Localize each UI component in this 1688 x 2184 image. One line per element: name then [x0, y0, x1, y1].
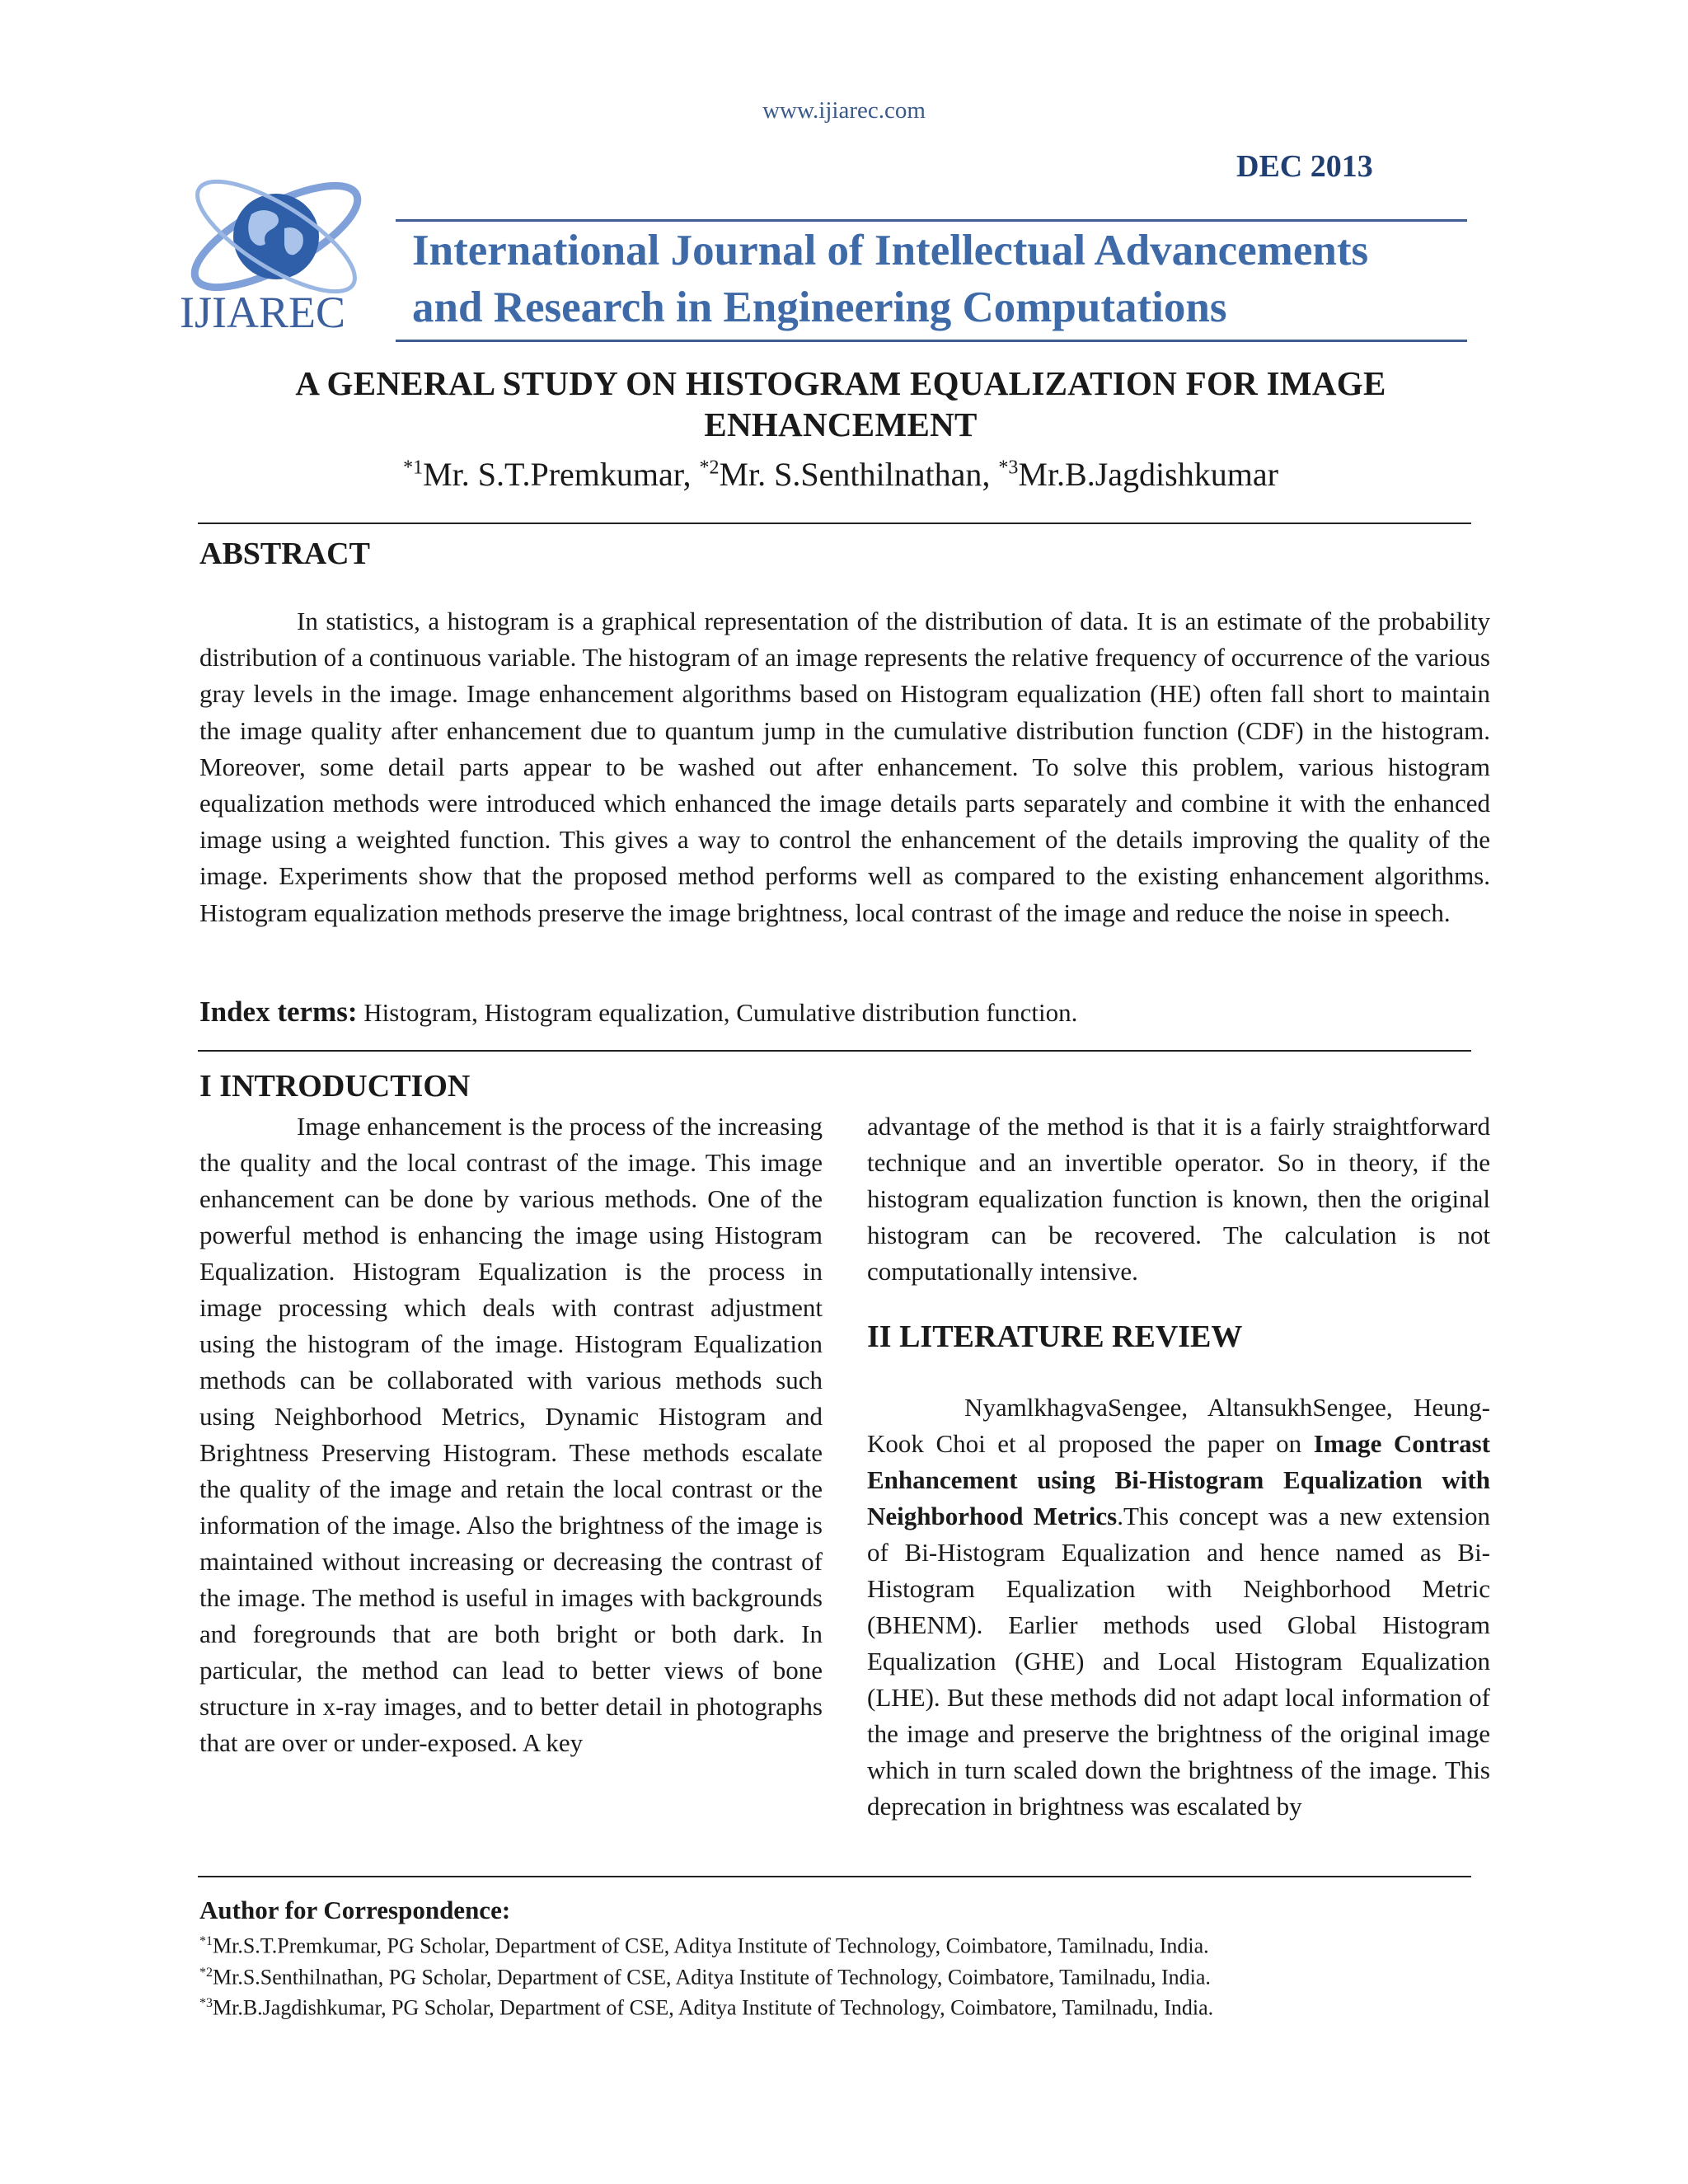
literature-review-intro: NyamlkhagvaSengee, AltansukhSengee, Heung-Kook Choi et al proposed the paper on: [867, 1393, 1490, 1458]
correspondence-entry: [199, 1929, 1485, 1960]
introduction-paragraph: Image enhancement is the process of the increasing the quality and the local contrast of the image. This image enhancement can be done by various methods. One of the powerful method is enhancing the image using Histogram Equalization. Histogram Equalization is the process in image processing which deals with contrast adjustment using the histogram of the image. Histogram Equalization methods can be collaborated with various methods such using Neighborhood Metrics, Dynamic Histogram and Brightness Preserving Histogram. These methods escalate the quality of the image and retain the local contrast or the information of the image. Also the brightness of the image is maintained without increasing or decreasing the contrast of the image. The method is useful in images with backgrounds and foregrounds that are both bright or both dark. In particular, the method can lead to better views of bone structure in x-ray images, and to better detail in photographs that are over or under-exposed. A key: [199, 1112, 823, 1757]
correspondence-mark: *2: [199, 1965, 213, 1980]
literature-review-body: .This concept was a new extension of Bi-Histogram Equalization and hence named as Bi-Histogram Equalization with Neighborhood Metric (BHENM). Earlier methods used Global Histogram Equalization (GHE) and Local Histogram Equalization (LHE). But these methods did not adapt local information of the image and preserve the brightness of the original image which in turn scaled down the brightness of the image. This deprecation in brightness was escalated by: [867, 1502, 1490, 1821]
journal-title: [412, 223, 1475, 336]
abstract-heading: ABSTRACT: [199, 537, 370, 571]
correspondence-list: [199, 1929, 1485, 2022]
introduction-text: [199, 1108, 823, 1761]
literature-review-text: [867, 1390, 1490, 1825]
abstract-text: [199, 603, 1490, 931]
correspondence-text: Mr.S.T.Premkumar, PG Scholar, Department of CSE, Aditya Institute of Technology, Coimbatore, Tamilnadu, India.: [213, 1933, 1209, 1958]
index-terms-text: Histogram, Histogram equalization, Cumulative distribution function.: [357, 998, 1078, 1027]
journal-logo: [173, 169, 379, 334]
author-name: Mr. S.T.Premkumar,: [423, 456, 700, 493]
divider: [198, 523, 1471, 524]
divider: [198, 1876, 1471, 1877]
site-url[interactable]: www.ijiarec.com: [762, 97, 926, 124]
journal-rule-bottom: [396, 340, 1467, 342]
correspondence-heading: Author for Correspondence:: [199, 1896, 511, 1924]
correspondence-entry: [199, 1960, 1485, 1991]
divider: [198, 1050, 1471, 1052]
journal-title-line1: International Journal of Intellectual Advancements: [412, 227, 1369, 274]
introduction-continuation: advantage of the method is that it is a fairly straightforward technique and an invertible operator. So in theory, if the histogram equalization function is known, then the original histogram can be recovered. The calculation is not computationally intensive.: [867, 1112, 1490, 1286]
paper-title-line1: A GENERAL STUDY ON HISTOGRAM EQUALIZATION FOR IMAGE: [295, 364, 1386, 402]
logo-text: IJIAREC: [180, 288, 345, 334]
journal-title-line2: and Research in Engineering Computations: [412, 284, 1227, 331]
correspondence-text: Mr.B.Jagdishkumar, PG Scholar, Department of CSE, Aditya Institute of Technology, Coimbatore, Tamilnadu, India.: [213, 1995, 1214, 2020]
abstract-paragraph: In statistics, a histogram is a graphical representation of the distribution of data. It is an estimate of the probability distribution of a continuous variable. The histogram of an image represents the relative frequency of occurrence of the various gray levels in the image. Image enhancement algorithms based on Histogram equalization (HE) often fall short to maintain the image quality after enhancement due to quantum jump in the cumulative distribution function (CDF) in the histogram. Moreover, some detail parts appear to be washed out after enhancement. To solve this problem, various histogram equalization methods were introduced which enhanced the image details parts separately and combine it with the enhanced image using a weighted function. This gives a way to control the enhancement of the details improving the quality of the image. Experiments show that the proposed method performs well as compared to the existing enhancement algorithms. Histogram equalization methods preserve the image brightness, local contrast of the image and reduce the noise in speech.: [199, 607, 1490, 927]
index-terms-label: Index terms:: [199, 996, 358, 1028]
globe-logo-icon: [173, 169, 379, 334]
journal-rule-top: [396, 219, 1467, 222]
paper-title: [198, 363, 1484, 445]
correspondence-mark: *3: [199, 1996, 213, 2011]
correspondence-entry: [199, 1990, 1485, 2022]
paper-title-line2: ENHANCEMENT: [704, 405, 978, 443]
correspondence-text: Mr.S.Senthilnathan, PG Scholar, Department of CSE, Aditya Institute of Technology, Coimbatore, Tamilnadu, India.: [213, 1965, 1211, 1990]
introduction-heading: I INTRODUCTION: [199, 1069, 471, 1104]
cited-paper-title: Image Contrast Enhancement using Bi-Histogram Equalization with Neighborhood Metrics: [867, 1429, 1490, 1530]
author-mark: *3: [998, 457, 1019, 479]
author-list: [198, 455, 1484, 494]
index-terms: [199, 996, 1469, 1029]
author-mark: *1: [403, 457, 424, 479]
author-name: Mr.B.Jagdishkumar: [1018, 456, 1278, 493]
author-name: Mr. S.Senthilnathan,: [719, 456, 999, 493]
issue-date: DEC 2013: [1236, 149, 1373, 184]
literature-review-heading: II LITERATURE REVIEW: [867, 1319, 1243, 1354]
author-mark: *2: [699, 457, 720, 479]
correspondence-mark: *1: [199, 1934, 213, 1948]
